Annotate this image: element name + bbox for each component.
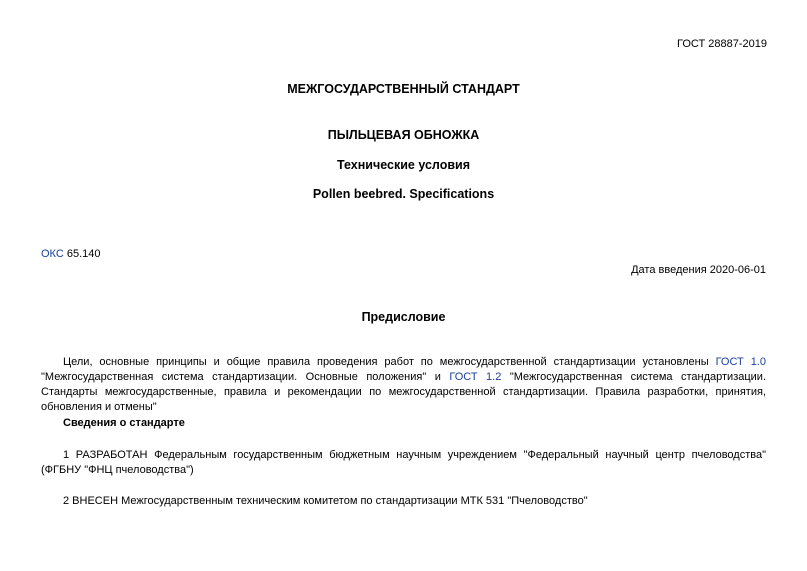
preface-text-b: "Межгосударственная система стандартизации. Основные положения" и	[41, 371, 450, 383]
gost-1-2-link[interactable]: ГОСТ 1.2	[449, 371, 502, 383]
standard-name: ПЫЛЬЦЕВАЯ ОБНОЖКА	[327, 128, 480, 142]
oks-code: 65.140	[63, 248, 101, 260]
subtitle-en: Pollen beebred. Specifications	[312, 187, 495, 201]
preface-paragraph	[41, 355, 766, 415]
document-code: ГОСТ 28887-2019	[677, 38, 767, 50]
developed-by-paragraph: 1 РАЗРАБОТАН Федеральным государственным бюджетным научным учреждением "Федеральный научный центр пчеловодства" (ФГБНУ "ФНЦ пчеловодства")	[41, 449, 766, 476]
preface-title: Предисловие	[361, 310, 446, 324]
preface-text-a: Цели, основные принципы и общие правила проведения работ по межгосударственной стандартизации установлены	[63, 356, 716, 368]
intro-date: Дата введения 2020-06-01	[631, 264, 766, 276]
subtitle-ru: Технические условия	[336, 158, 470, 172]
preface-text-c: "Межгосударственная система стандартизации. Стандарты межгосударственные, правила и рекомендации по межгосударственной стандартизации. Правила разработки, принятия, обновления и отмены"	[41, 371, 767, 413]
oks-link[interactable]: ОКС	[41, 248, 64, 260]
standard-info-heading: Сведения о стандарте	[63, 417, 185, 429]
introduced-by-paragraph: 2 ВНЕСЕН Межгосударственным техническим комитетом по стандартизации МТК 531 "Пчеловодство"	[63, 495, 588, 507]
main-title: МЕЖГОСУДАРСТВЕННЫЙ СТАНДАРТ	[287, 82, 520, 96]
oks-line	[41, 248, 101, 260]
gost-1-0-link[interactable]: ГОСТ 1.0	[715, 356, 766, 368]
